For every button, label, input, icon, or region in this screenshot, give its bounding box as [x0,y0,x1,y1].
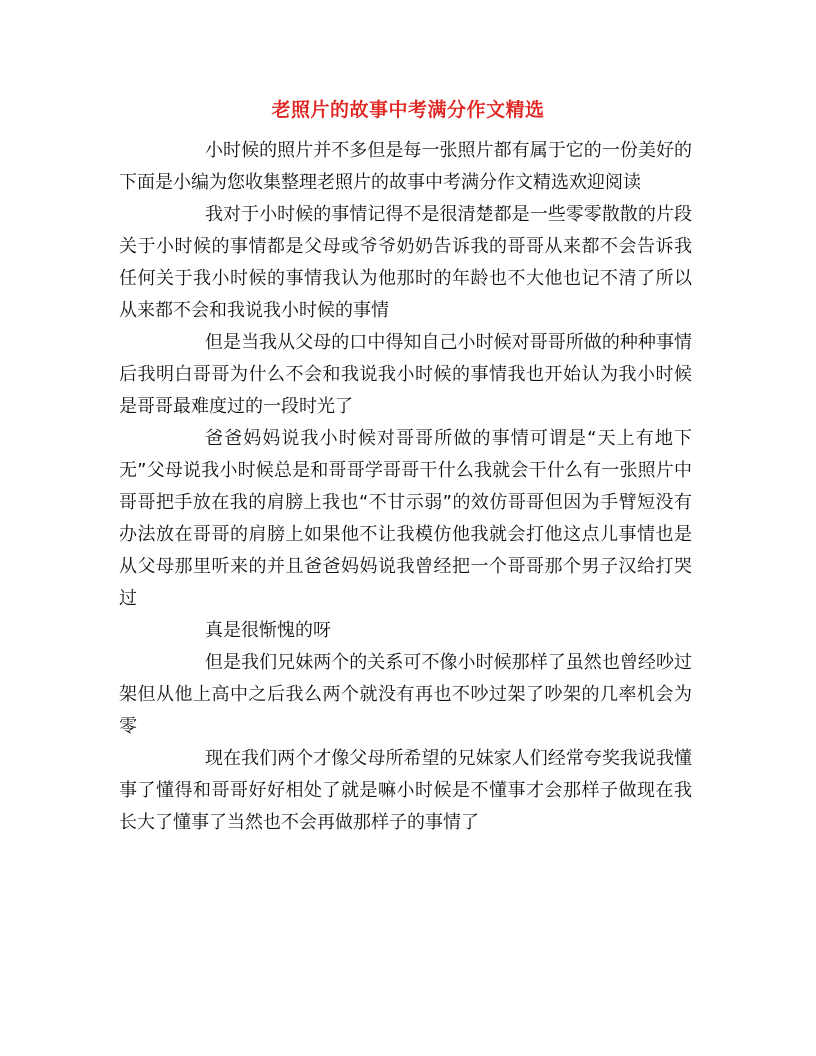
document-body [119,135,692,839]
paragraph-6: 但是我们兄妹两个的关系可不像小时候那样了虽然也曾经吵过架但从他上高中之后我么两个就没有再也不吵过架了吵架的几率机会为零 [119,652,692,737]
paragraph-7: 现在我们两个才像父母所希望的兄妹家人们经常夸奖我说我懂事了懂得和哥哥好好相处了就是嘛小时候是不懂事才会那样子做现在我长大了懂事了当然也不会再做那样子的事情了 [119,748,692,833]
paragraph-3: 但是当我从父母的口中得知自己小时候对哥哥所做的种种事情后我明白哥哥为什么不会和我说我小时候的事情我也开始认为我小时候是哥哥最难度过的一段时光了 [119,332,692,417]
document-title: 老照片的故事中考满分作文精选 [271,99,545,121]
paragraph-5: 真是很惭愧的呀 [205,620,331,641]
paragraph-1: 小时候的照片并不多但是每一张照片都有属于它的一份美好的下面是小编为您收集整理老照片的故事中考满分作文精选欢迎阅读 [119,140,692,193]
paragraph-2: 我对于小时候的事情记得不是很清楚都是一些零零散散的片段关于小时候的事情都是父母或爷爷奶奶告诉我的哥哥从来都不会告诉我任何关于我小时候的事情我认为他那时的年龄也不大他也记不清了所以从来都不会和我说我小时候的事情 [119,204,692,321]
paragraph-4: 爸爸妈妈说我小时候对哥哥所做的事情可谓是“天上有地下无”父母说我小时候总是和哥哥学哥哥干什么我就会干什么有一张照片中哥哥把手放在我的肩膀上我也“不甘示弱”的效仿哥哥但因为手臂短没有办法放在哥哥的肩膀上如果他不让我模仿他我就会打他这点儿事情也是从父母那里听来的并且爸爸妈妈说我曾经把一个哥哥那个男子汉给打哭过 [119,428,692,609]
